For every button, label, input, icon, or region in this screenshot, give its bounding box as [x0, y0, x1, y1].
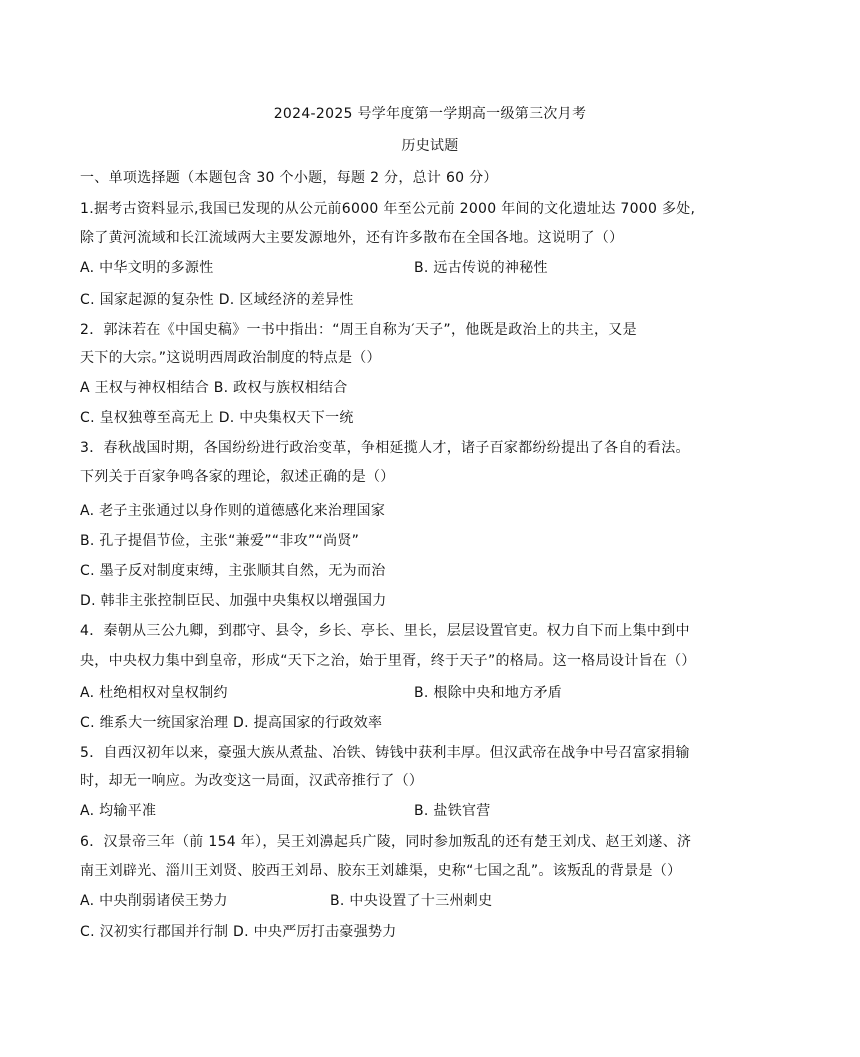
- question-5-option-b: B. 盐铁官营: [414, 803, 491, 819]
- exam-subject: 历史试题: [401, 138, 459, 154]
- question-4-options-cd: C. 维系大一统国家治理 D. 提高国家的行政效率: [80, 715, 383, 731]
- question-6-stem-line-1: 6．汉景帝三年（前 154 年），吴王刘濞起兵广陵，同时参加叛乱的还有楚王刘戊、赵王刘遂、济: [80, 834, 692, 850]
- question-3-stem-line-1: 3．春秋战国时期，各国纷纷进行政治变革，争相延揽人才，诸子百家都纷纷提出了各自的看法。: [80, 440, 690, 456]
- question-2-stem-line-2: 天下的大宗。”这说明西周政治制度的特点是（）: [80, 350, 381, 366]
- question-5-stem-line-1: 5．自西汉初年以来，豪强大族从煮盐、冶铁、铸钱中获利丰厚。但汉武帝在战争中号召富家捐输: [80, 745, 690, 761]
- question-6-option-b: B. 中央设置了十三州刺史: [330, 893, 493, 909]
- question-4-stem-line-1: 4．秦朝从三公九卿，到郡守、县令，乡长、亭长、里长，层层设置官吏。权力自下而上集中到中: [80, 623, 690, 639]
- question-3-option-d: D. 韩非主张控制臣民、加强中央集权以增强国力: [80, 593, 387, 609]
- question-1-stem-line-1: 1.据考古资料显示,我国已发现的从公元前6000 年至公元前 2000 年间的文化遗址达 7000 多处,: [80, 201, 696, 217]
- question-4-option-b: B. 根除中央和地方矛盾: [414, 685, 563, 701]
- question-3-option-a: A. 老子主张通过以身作则的道德感化来治理国家: [80, 503, 386, 519]
- question-1-options-cd: C. 国家起源的复杂性 D. 区域经济的差异性: [80, 292, 354, 308]
- question-2-options-ab: A 王权与神权相结合 B. 政权与族权相结合: [80, 380, 348, 396]
- question-6-option-a: A. 中央削弱诸侯王势力: [80, 893, 228, 909]
- question-5-stem-line-2: 时，却无一响应。为改变这一局面，汉武帝推行了（）: [80, 773, 424, 789]
- question-4-stem-line-2: 央，中央权力集中到皇帝，形成“天下之治，始于里胥，终于天子”的格局。这一格局设计旨在（）: [80, 653, 696, 669]
- section-heading: 一、单项选择题（本题包含 30 个小题，每题 2 分，总计 60 分）: [80, 170, 498, 186]
- question-6-options-cd: C. 汉初实行郡国并行制 D. 中央严厉打击豪强势力: [80, 924, 397, 940]
- question-3-option-c: C. 墨子反对制度束缚，主张顺其自然，无为而治: [80, 563, 386, 579]
- question-1-option-b: B. 远古传说的神秘性: [414, 260, 548, 276]
- question-3-stem-line-2: 下列关于百家争鸣各家的理论，叙述正确的是（）: [80, 469, 395, 485]
- question-2-stem-line-1: 2．郭沫若在《中国史稿》一书中指出：“周王自称为′天子”，他既是政治上的共主，又是: [80, 322, 637, 338]
- question-3-option-b: B. 孔子提倡节俭，主张“兼爱”“非攻”“尚贤”: [80, 533, 360, 549]
- question-1-stem-line-2: 除了黄河流域和长江流域两大主要发源地外，还有许多散布在全国各地。这说明了（）: [80, 230, 624, 246]
- question-5-option-a: A. 均输平准: [80, 803, 157, 819]
- question-4-option-a: A. 杜绝相权对皇权制约: [80, 685, 228, 701]
- exam-title: 2024-2025 号学年度第一学期高一级第三次月考: [273, 106, 587, 122]
- question-1-option-a: A. 中华文明的多源性: [80, 260, 214, 276]
- question-2-options-cd: C. 皇权独尊至高无上 D. 中央集权天下一统: [80, 410, 354, 426]
- question-6-stem-line-2: 南王刘辟光、淄川王刘贤、胶西王刘昂、胶东王刘雄渠，史称“七国之乱”。该叛乱的背景是（）: [80, 863, 682, 879]
